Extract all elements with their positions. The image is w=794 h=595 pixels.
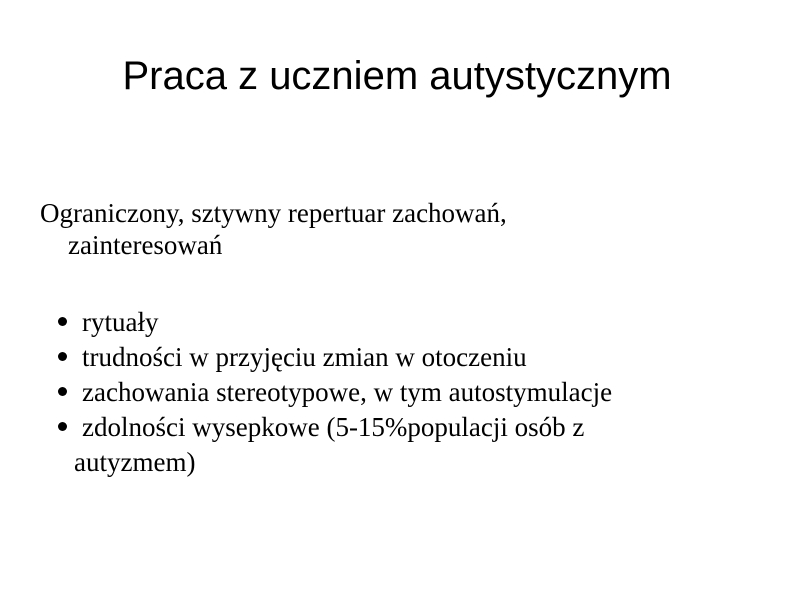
intro-paragraph — [40, 197, 740, 261]
bullet-text-continuation: autyzmem) — [74, 447, 196, 477]
bullet-dot-icon — [58, 422, 67, 431]
bullet-item — [58, 375, 778, 410]
bullet-dot-icon — [58, 352, 67, 361]
intro-line-1: Ograniczony, sztywny repertuar zachowań, — [40, 198, 507, 228]
bullet-dot-icon — [58, 387, 67, 396]
bullet-text: zachowania stereotypowe, w tym autostymulacje — [82, 377, 613, 407]
bullet-text: zdolności wysepkowe (5-15%populacji osób z — [82, 412, 585, 442]
slide-title: Praca z uczniem autystycznym — [122, 54, 672, 98]
bullet-text: rytuały — [82, 307, 159, 337]
bullet-dot-icon — [58, 317, 67, 326]
bullet-text: trudności w przyjęciu zmian w otoczeniu — [82, 342, 527, 372]
bullet-item — [58, 340, 778, 375]
bullet-item — [58, 410, 778, 480]
bullet-item — [58, 305, 778, 340]
bullet-list — [58, 305, 778, 480]
intro-line-2: zainteresowań — [68, 230, 223, 260]
